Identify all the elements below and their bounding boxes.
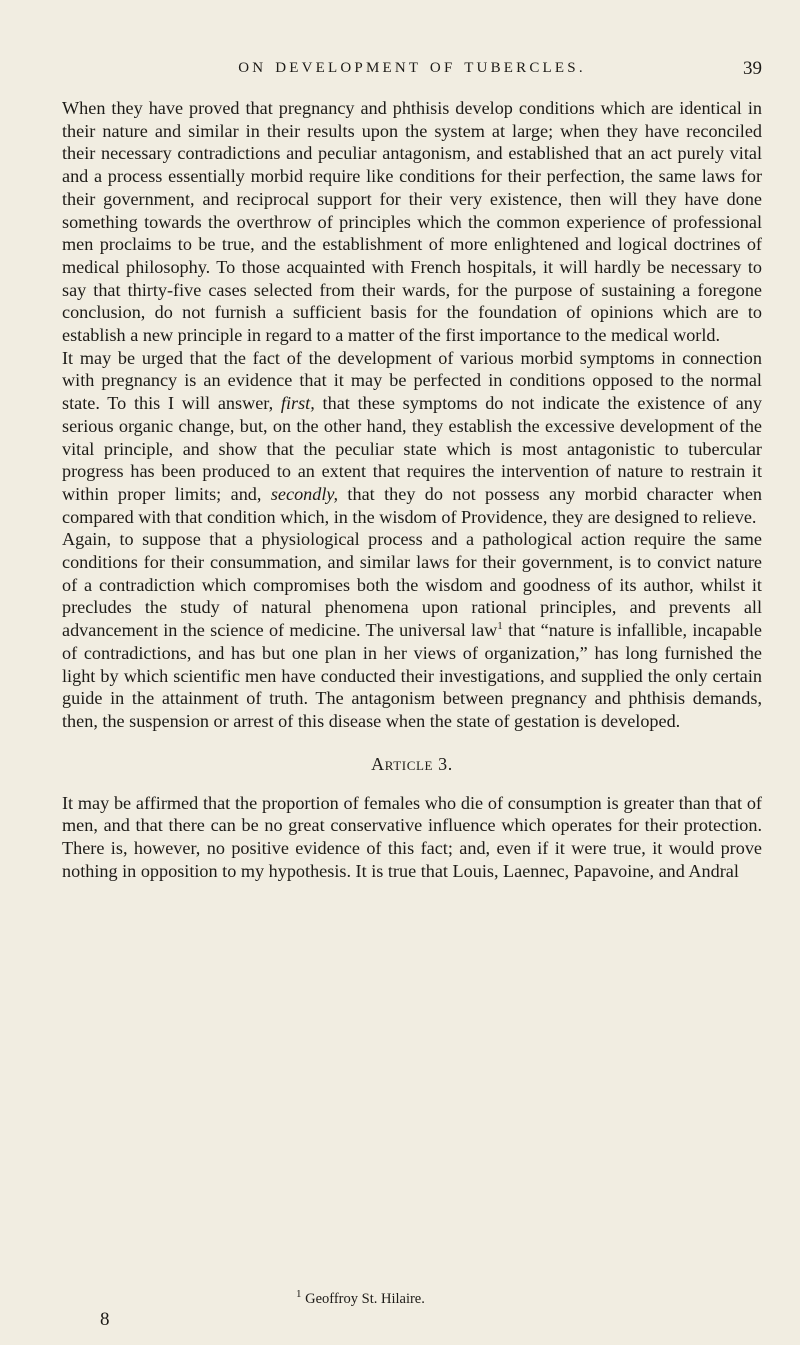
paragraph-3 [62,528,762,732]
article-paragraph-text: It may be affirmed that the proportion of females who die of consumption is greater than that of men, and that there can be no great conservative influence which operates for their protection. There is, however, no positive evidence of this fact; and, even if it were true, it would prove nothing in opposition to my hypothesis. It is true that Louis, Laennec, Papavoine, and Andral [62,792,762,881]
paragraph-3-part-1: Again, to suppose that a physiological process and a pathological action require the same conditions for their consummation, and similar laws for their government, is to convict nature of a contradiction which compromises both the wisdom and goodness of its author, whilst it precludes the study of natural phenomena upon rational principles, and prevents all advancement in the science of medicine. The universal law [62,529,762,641]
paragraph-2-emphasis-first: first, [280,393,315,414]
running-title: ON DEVELOPMENT OF TUBERCLES. [238,60,586,76]
paragraph-2-part-2: that these symptoms do not indicate the existence of any serious organic change, but, on the other hand, they establish the excessive development of the vital principle, and show that the peculiar state which is most antagonistic to tubercular progress has been produced to an extent that requires the intervention of nature to restrain it within proper limits; and, [62,393,762,504]
body-text [62,97,762,883]
footnote-marker: 1 [296,1288,302,1301]
paragraph-1-text: When they have proved that pregnancy and phthisis develop conditions which are identical in their nature and similar in their results upon the system at large; when they have reconciled their necessary contradictions and peculiar antagonism, and established that an act purely vital and a process essentially morbid require like conditions for their perfection, the same laws for their government, and reciprocal support for their very existence, then will they have done something towards the overthrow of principles which the common experience of professional men proclaims to be true, and the establishment of more enlightened and logical doctrines of medical philosophy. To those acquainted with French hospitals, it will hardly be necessary to say that thirty-five cases selected from their wards, for the purpose of sustaining a foregone conclusion, do not furnish a sufficient basis for the foundation of opinions which are to establish a new principle in regard to a matter of the first importance to the medical world. [62,98,762,346]
paragraph-3-part-2: that “nature is infallible, incapable of contradictions, and has but one plan in her views of organization,” has long furnished the light by which scientific men have conducted their investigations, and supplied the only certain guide in the attainment of truth. The antagonism between pregnancy and phthisis demands, then, the suspension or arrest of this disease when the state of gestation is developed. [62,620,762,731]
article-heading: Article 3. [371,753,453,774]
paragraph-2 [62,347,762,529]
paragraph-2-part-3: that they do not possess any morbid character when compared with that condition which, in the wisdom of Providence, they are designed to relieve. [62,483,763,527]
running-head [62,60,762,84]
footnote-reference: 1 [497,620,503,633]
paragraph-2-part-1: It may be urged that the fact of the development of various morbid symptoms in connection with pregnancy is an evidence that it may be perfected in conditions opposed to the normal state. To this I will answer, [62,347,762,414]
footnote-text: Geoffroy St. Hilaire. [305,1291,425,1307]
signature-mark: 8 [100,1309,110,1330]
paragraph-2-emphasis-secondly: secondly, [270,483,339,504]
paragraph-1 [62,97,762,347]
footnote [296,1288,425,1308]
article-paragraph [62,792,762,883]
page-number: 39 [743,58,762,79]
